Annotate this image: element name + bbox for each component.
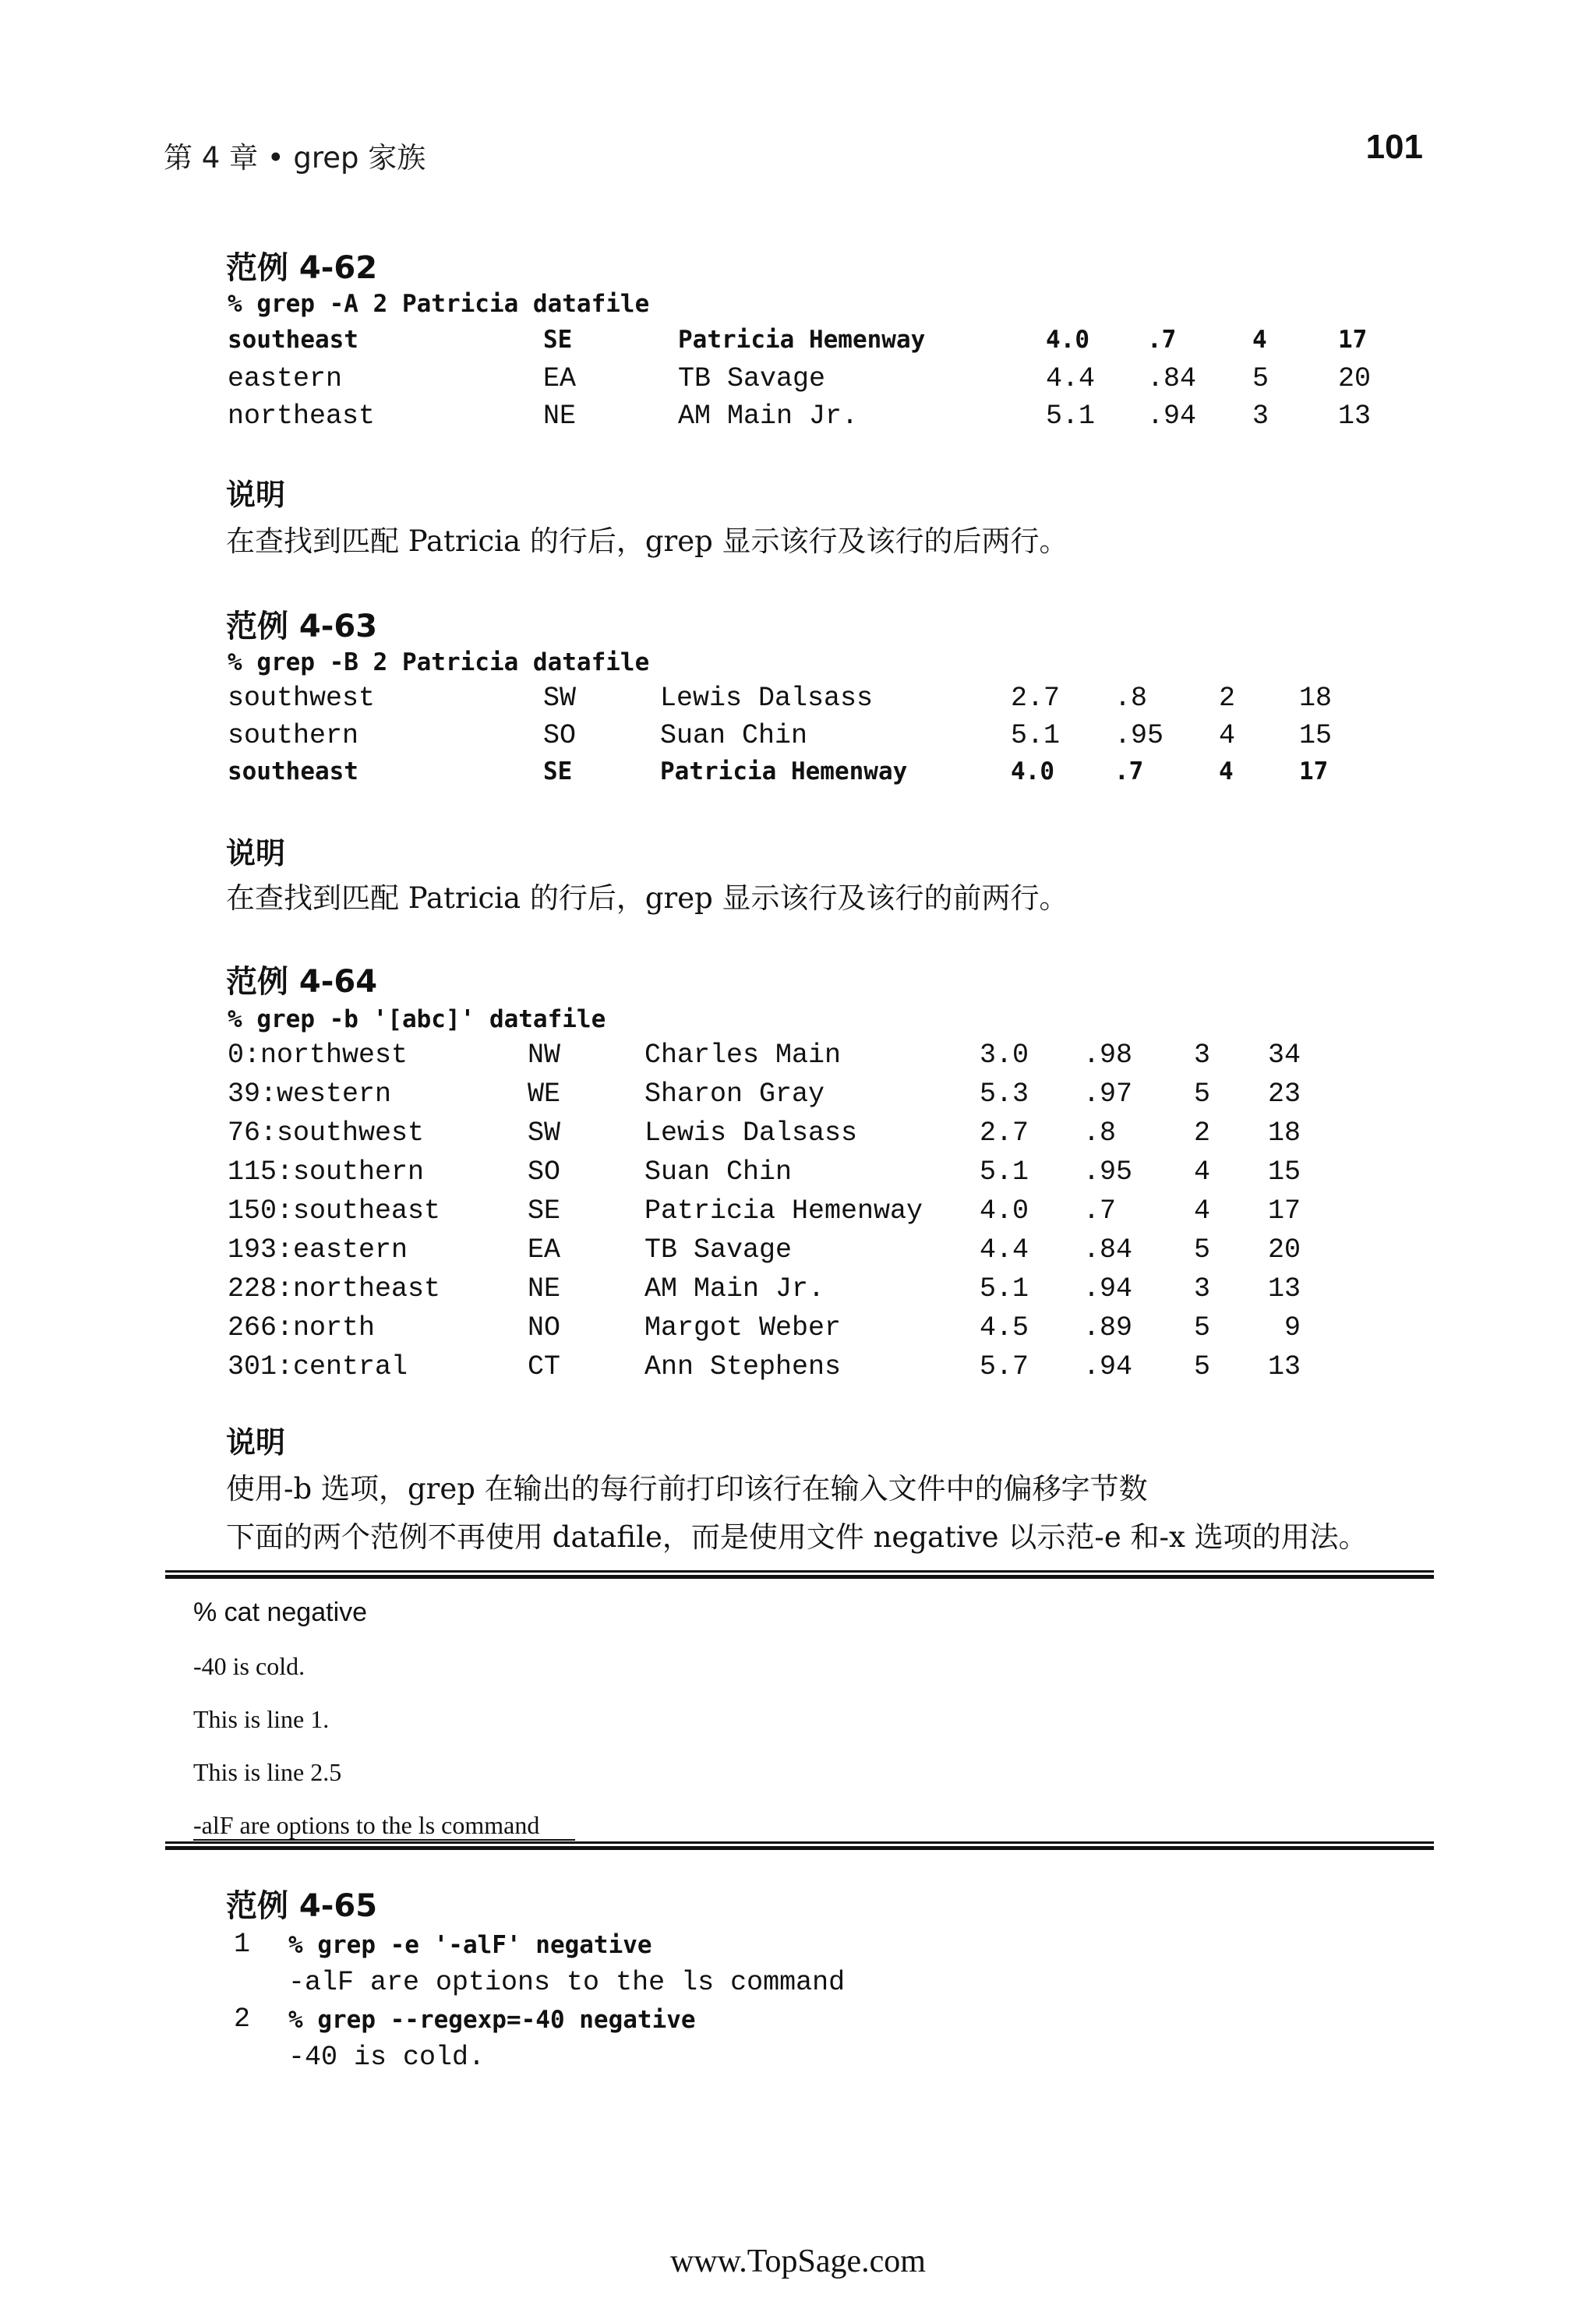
table-row bbox=[228, 1351, 1396, 1389]
cell-code: EA bbox=[543, 363, 577, 394]
cell-value: .94 bbox=[1083, 1273, 1133, 1305]
table-row bbox=[228, 1156, 1396, 1194]
cell-code: SE bbox=[543, 757, 573, 786]
cell-code: NO bbox=[528, 1312, 561, 1343]
cell-name: Lewis Dalsass bbox=[660, 683, 874, 714]
cell-value: 4 bbox=[1219, 720, 1236, 751]
cell-code: CT bbox=[528, 1351, 561, 1382]
cell-value: 2 bbox=[1219, 683, 1236, 714]
cell-value: .94 bbox=[1083, 1351, 1133, 1382]
table-row bbox=[228, 1040, 1396, 1077]
cell-name: Sharon Gray bbox=[644, 1079, 825, 1110]
command-line: % grep --regexp=-40 negative bbox=[288, 2006, 696, 2034]
command-line: % grep -B 2 Patricia datafile bbox=[228, 648, 650, 676]
cell-name: Charles Main bbox=[644, 1040, 842, 1071]
cell-value: 13 bbox=[1268, 1351, 1301, 1382]
footer-url: www.TopSage.com bbox=[670, 2244, 926, 2279]
cell-value: 5 bbox=[1252, 363, 1269, 394]
cell-name: AM Main Jr. bbox=[644, 1273, 825, 1305]
cell-value: .98 bbox=[1083, 1040, 1133, 1071]
file-line: This is line 2.5 bbox=[193, 1758, 342, 1786]
cell-name: Patricia Hemenway bbox=[644, 1195, 923, 1227]
cell-value: .94 bbox=[1147, 401, 1197, 432]
cell-region: eastern bbox=[228, 363, 343, 394]
table-row bbox=[228, 757, 1396, 795]
cell-value: .97 bbox=[1083, 1079, 1133, 1110]
cell-region: 301:central bbox=[228, 1351, 408, 1382]
cell-region: 76:southwest bbox=[228, 1117, 425, 1149]
cell-region: northeast bbox=[228, 401, 376, 432]
cell-value: 5.7 bbox=[980, 1351, 1029, 1382]
table-row bbox=[228, 1312, 1396, 1350]
cell-name: Margot Weber bbox=[644, 1312, 842, 1343]
cell-code: SE bbox=[528, 1195, 561, 1227]
cell-code: WE bbox=[528, 1079, 561, 1110]
example-title: 范例 4-65 bbox=[226, 1888, 378, 1924]
top-rule bbox=[165, 1570, 1434, 1573]
cell-name: AM Main Jr. bbox=[678, 401, 859, 432]
cell-value: 18 bbox=[1299, 683, 1333, 714]
command-line: % grep -e '-alF' negative bbox=[288, 1931, 652, 1959]
cell-value: 3 bbox=[1194, 1273, 1211, 1305]
cell-value: .95 bbox=[1083, 1156, 1133, 1188]
cell-code: SW bbox=[543, 683, 577, 714]
cell-code: NW bbox=[528, 1040, 561, 1071]
cell-name: TB Savage bbox=[644, 1234, 793, 1266]
cell-region: 150:southeast bbox=[228, 1195, 441, 1227]
cell-name: TB Savage bbox=[678, 363, 826, 394]
command-line: % grep -b '[abc]' datafile bbox=[228, 1005, 606, 1033]
cell-value: 3 bbox=[1252, 401, 1269, 432]
cell-value: 15 bbox=[1299, 720, 1333, 751]
table-row bbox=[228, 1195, 1396, 1233]
cell-name: Patricia Hemenway bbox=[678, 326, 926, 354]
cell-code: SE bbox=[543, 326, 573, 354]
cell-value: 20 bbox=[1268, 1234, 1301, 1266]
cell-value: 4.5 bbox=[980, 1312, 1029, 1343]
cell-name: Suan Chin bbox=[660, 720, 808, 751]
cell-code: EA bbox=[528, 1234, 561, 1266]
cell-value: .8 bbox=[1083, 1117, 1117, 1149]
cell-value: 5 bbox=[1194, 1234, 1211, 1266]
table-row bbox=[228, 1117, 1396, 1155]
table-row bbox=[228, 1079, 1396, 1116]
cell-value: 4 bbox=[1194, 1195, 1211, 1227]
note-text: 在查找到匹配 Patricia 的行后，grep 显示该行及该行的后两行。 bbox=[226, 524, 1068, 558]
cell-value: 9 bbox=[1284, 1312, 1301, 1343]
table-row bbox=[228, 720, 1396, 757]
cell-value: 4.4 bbox=[980, 1234, 1029, 1266]
table-row bbox=[228, 1234, 1396, 1272]
cell-code: SO bbox=[528, 1156, 561, 1188]
file-line: This is line 1. bbox=[193, 1705, 330, 1733]
cell-region: 228:northeast bbox=[228, 1273, 441, 1305]
cell-value: 5 bbox=[1194, 1351, 1211, 1382]
cell-value: 17 bbox=[1268, 1195, 1301, 1227]
cell-code: SO bbox=[543, 720, 577, 751]
file-line: -40 is cold. bbox=[193, 1652, 305, 1680]
cell-value: 3 bbox=[1194, 1040, 1211, 1071]
output-line: -40 is cold. bbox=[288, 2042, 486, 2073]
table-row bbox=[228, 683, 1396, 720]
cell-value: .8 bbox=[1114, 683, 1148, 714]
cell-value: 17 bbox=[1338, 326, 1368, 354]
cell-value: 5 bbox=[1194, 1312, 1211, 1343]
command-line: % grep -A 2 Patricia datafile bbox=[228, 290, 650, 318]
cell-value: 5.1 bbox=[980, 1156, 1029, 1188]
cell-value: .7 bbox=[1083, 1195, 1117, 1227]
cell-value: .89 bbox=[1083, 1312, 1133, 1343]
bottom-rule bbox=[165, 1841, 1434, 1844]
cell-region: 0:northwest bbox=[228, 1040, 408, 1071]
cell-value: 3.0 bbox=[980, 1040, 1029, 1071]
bottom-rule bbox=[165, 1846, 1434, 1850]
note-title: 说明 bbox=[226, 1425, 286, 1460]
top-rule bbox=[165, 1575, 1434, 1579]
cell-name: Lewis Dalsass bbox=[644, 1117, 858, 1149]
cell-value: 15 bbox=[1268, 1156, 1301, 1188]
cell-region: southeast bbox=[228, 326, 358, 354]
cell-code: SW bbox=[528, 1117, 561, 1149]
cell-value: 5 bbox=[1194, 1079, 1211, 1110]
cell-region: 39:western bbox=[228, 1079, 392, 1110]
cell-value: .7 bbox=[1147, 326, 1177, 354]
cell-value: .7 bbox=[1114, 757, 1144, 786]
line-underline bbox=[193, 1839, 575, 1841]
cell-value: 4.0 bbox=[1046, 326, 1089, 354]
cell-value: 4.4 bbox=[1046, 363, 1096, 394]
cat-command: % cat negative bbox=[193, 1598, 368, 1627]
table-row bbox=[228, 326, 1396, 363]
cell-value: 23 bbox=[1268, 1079, 1301, 1110]
cell-region: southwest bbox=[228, 683, 376, 714]
note-title: 说明 bbox=[226, 836, 286, 870]
note-text: 下面的两个范例不再使用 datafile，而是使用文件 negative 以示范-e 和-x 选项的用法。 bbox=[226, 1520, 1368, 1554]
cell-value: 18 bbox=[1268, 1117, 1301, 1149]
cell-value: 13 bbox=[1338, 401, 1372, 432]
cell-region: 115:southern bbox=[228, 1156, 425, 1188]
cell-value: .84 bbox=[1147, 363, 1197, 394]
cell-value: 2.7 bbox=[980, 1117, 1029, 1149]
example-title: 范例 4-62 bbox=[226, 250, 378, 286]
cell-region: 193:eastern bbox=[228, 1234, 408, 1266]
cell-value: 5.1 bbox=[980, 1273, 1029, 1305]
cell-value: 20 bbox=[1338, 363, 1372, 394]
cell-region: southern bbox=[228, 720, 359, 751]
cell-value: 13 bbox=[1268, 1273, 1301, 1305]
cell-value: 2.7 bbox=[1011, 683, 1061, 714]
example-title: 范例 4-63 bbox=[226, 609, 378, 644]
cell-value: 4 bbox=[1194, 1156, 1211, 1188]
cell-value: 5.1 bbox=[1046, 401, 1096, 432]
cell-value: .95 bbox=[1114, 720, 1164, 751]
output-line: -alF are options to the ls command bbox=[288, 1967, 846, 1998]
cell-value: 2 bbox=[1194, 1117, 1211, 1149]
table-row bbox=[228, 363, 1396, 401]
note-text: 使用-b 选项，grep 在输出的每行前打印该行在输入文件中的偏移字节数 bbox=[226, 1472, 1148, 1506]
cell-region: 266:north bbox=[228, 1312, 376, 1343]
table-row bbox=[228, 1273, 1396, 1311]
line-number: 2 bbox=[234, 2004, 251, 2035]
cell-name: Suan Chin bbox=[644, 1156, 793, 1188]
cell-name: Ann Stephens bbox=[644, 1351, 842, 1382]
chapter-title: 第 4 章 • grep 家族 bbox=[164, 141, 426, 175]
table-row bbox=[228, 401, 1396, 438]
cell-value: 17 bbox=[1299, 757, 1329, 786]
page-number: 101 bbox=[1365, 128, 1423, 166]
cell-value: 34 bbox=[1268, 1040, 1301, 1071]
cell-value: .84 bbox=[1083, 1234, 1133, 1266]
cell-value: 4.0 bbox=[1011, 757, 1054, 786]
cell-code: NE bbox=[543, 401, 577, 432]
cell-name: Patricia Hemenway bbox=[660, 757, 908, 786]
cell-value: 4.0 bbox=[980, 1195, 1029, 1227]
cell-code: NE bbox=[528, 1273, 561, 1305]
cell-value: 4 bbox=[1252, 326, 1267, 354]
line-number: 1 bbox=[234, 1929, 251, 1960]
note-text: 在查找到匹配 Patricia 的行后，grep 显示该行及该行的前两行。 bbox=[226, 881, 1068, 915]
cell-value: 5.1 bbox=[1011, 720, 1061, 751]
file-line: -alF are options to the ls command bbox=[193, 1811, 540, 1839]
note-title: 说明 bbox=[226, 478, 286, 512]
cell-value: 4 bbox=[1219, 757, 1234, 786]
cell-value: 5.3 bbox=[980, 1079, 1029, 1110]
example-title: 范例 4-64 bbox=[226, 964, 378, 1000]
cell-region: southeast bbox=[228, 757, 358, 786]
